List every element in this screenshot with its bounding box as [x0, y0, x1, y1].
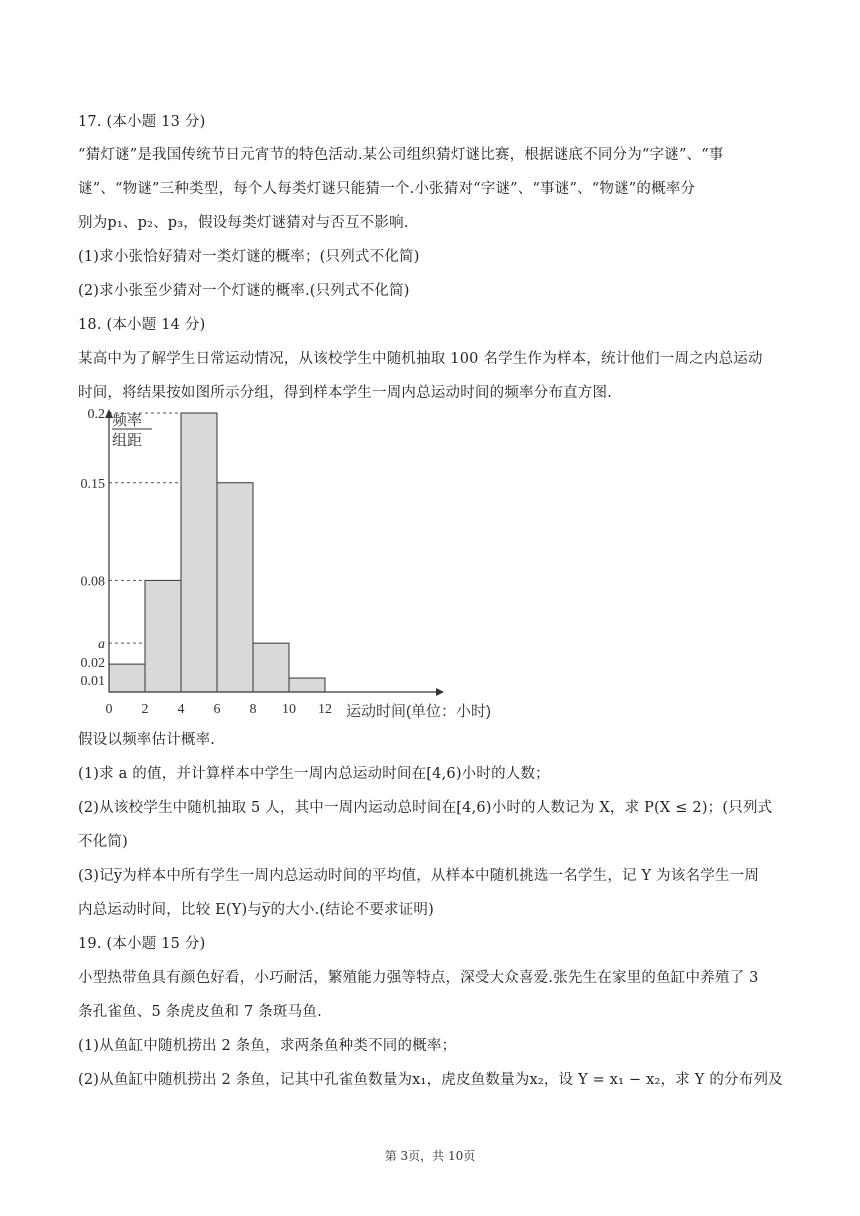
histogram-bar: [181, 413, 217, 692]
q18-title: 18. (本小题 14 分): [78, 317, 206, 333]
x-axis-label: 运动时间(单位：小时): [346, 703, 491, 720]
q18-part3-line1: (3)记y̅为样本中所有学生一周内总运动时间的平均值，从样本中随机挑选一名学生，记 Y 为该名学生一周: [78, 868, 760, 884]
y-tick-label: 0.02: [80, 656, 105, 672]
q17-part2: (2)求小张至少猜对一个灯谜的概率.(只列式不化简): [78, 283, 410, 299]
histogram-bar: [109, 664, 145, 692]
q18-part1: (1)求 a 的值，并计算样本中学生一周内总运动时间在[4,6)小时的人数；: [78, 766, 550, 782]
q18-part3-line2: 内总运动时间，比较 E(Y)与y̅的大小.(结论不要求证明): [78, 902, 434, 918]
q19-intro-line2: 条孔雀鱼、5 条虎皮鱼和 7 条斑马鱼.: [78, 1004, 322, 1020]
y-tick-label: 0.08: [80, 574, 105, 590]
q18-intro-line2: 时间，将结果按如图所示分组，得到样本学生一周内总运动时间的频率分布直方图.: [78, 385, 613, 401]
histogram-bar: [253, 643, 289, 692]
x-tick-label: 8: [249, 702, 257, 717]
q19-intro-line1: 小型热带鱼具有颜色好看，小巧耐活，繁殖能力强等特点，深受大众喜爱.张先生在家里的鱼缸中养殖了 3: [78, 970, 759, 986]
y-axis-label-top: 频率: [112, 412, 143, 429]
x-tick-label: 2: [141, 702, 149, 717]
x-tick-label: 4: [177, 702, 185, 717]
x-tick-label: 0: [105, 702, 113, 717]
q18-assume: 假设以频率估计概率.: [78, 732, 216, 748]
q17-intro-line1: “猜灯谜”是我国传统节日元宵节的特色活动.某公司组织猜灯谜比赛，根据谜底不同分为“字谜”、“事: [78, 147, 724, 163]
q19-title: 19. (本小题 15 分): [78, 936, 206, 952]
y-axis-label-bottom: 组距: [112, 432, 143, 449]
x-tick-label: 10: [282, 702, 296, 717]
x-tick-label: 6: [213, 702, 221, 717]
y-tick-label: 0.2: [87, 407, 105, 422]
q19-part2: (2)从鱼缸中随机捞出 2 条鱼，记其中孔雀鱼数量为x₁，虎皮鱼数量为x₂，设 Y = x₁ − x₂，求 Y 的分布列及: [78, 1072, 783, 1088]
histogram-bar: [217, 483, 253, 692]
q17-part1: (1)求小张恰好猜对一类灯谜的概率；(只列式不化简): [78, 249, 420, 265]
y-tick-label: a: [98, 637, 105, 653]
q17-intro-line2: 谜”、“物谜”三种类型，每个人每类灯谜只能猜一个.小张猜对“字谜”、“事谜”、“物谜”的概率分: [78, 181, 696, 197]
page-footer: 第 3页，共 10页: [384, 1149, 476, 1163]
q17-title: 17. (本小题 13 分): [78, 114, 206, 130]
histogram-bar: [289, 678, 325, 692]
x-tick-label: 12: [318, 702, 332, 717]
y-tick-label: 0.15: [80, 476, 105, 492]
x-axis-arrow: [436, 688, 444, 696]
histogram-bar: [145, 580, 181, 692]
q17-intro-line3: 别为p₁、p₂、p₃，假设每类灯谜猜对与否互不影响.: [78, 215, 409, 231]
q18-intro-line1: 某高中为了解学生日常运动情况，从该校学生中随机抽取 100 名学生作为样本，统计他们一周之内总运动: [78, 351, 763, 367]
q18-part2-line1: (2)从该校学生中随机抽取 5 人，其中一周内运动总时间在[4,6)小时的人数记为 X，求 P(X ≤ 2)；(只列式: [78, 800, 773, 816]
q19-part1: (1)从鱼缸中随机捞出 2 条鱼，求两条鱼种类不同的概率；: [78, 1038, 457, 1054]
y-tick-label: 0.01: [80, 674, 105, 690]
frequency-histogram: [72, 405, 522, 775]
q18-part2-line2: 不化简): [78, 834, 128, 850]
